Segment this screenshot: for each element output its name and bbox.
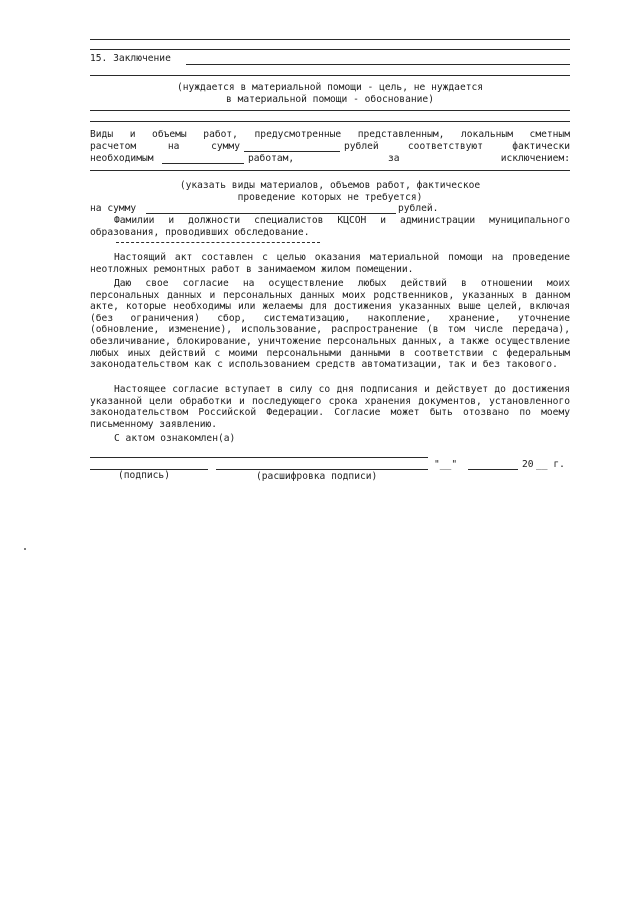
acknowledged-label: С актом ознакомлен(а) — [114, 433, 236, 444]
specialists-field-line — [116, 242, 320, 243]
blank-line — [90, 110, 570, 111]
sum-field-line — [146, 213, 396, 214]
specialists-line-1: Фамилии и должности специалистов КЦСОН и администрации муниципального — [114, 215, 570, 226]
works-line-3-works: работам, — [248, 153, 295, 164]
blank-line — [90, 75, 570, 76]
conclusion-hint-line-2: в материальной помощи - обоснование) — [226, 94, 434, 105]
works-line-1: Виды и объемы работ, предусмотренные представленным, локальным сметным — [90, 129, 570, 140]
conclusion-field-line — [186, 64, 570, 65]
blank-line — [90, 39, 570, 40]
specialists-line-2: образования, проводивших обследование. — [90, 227, 310, 238]
section-15-label: 15. Заключение — [90, 53, 171, 64]
date-month-line — [468, 469, 518, 470]
act-paragraph: Настоящий акт составлен с целью оказания материальной помощи на проведение неотложных ремонтных работ в занимаемом жилом помещении. — [90, 252, 570, 275]
validity-paragraph: Настоящее согласие вступает в силу со дня подписания и действует до достижения указанной цели обработки и последующего срока хранения документов, установленного законодательством Российской Федерации. Согласие может быть отозвано по моему письменному заявлению. — [90, 384, 570, 430]
date-quote: "__" — [434, 459, 458, 470]
signature-caption: (подпись) — [118, 470, 170, 481]
works-line-2-end: рублей соответствуют фактически — [344, 141, 570, 152]
blank-line — [90, 49, 570, 50]
works-hint-line-2: проведение которых не требуется) — [237, 192, 423, 203]
works-sum-field-line — [244, 151, 340, 152]
signature-top-line — [90, 457, 428, 458]
sum-label: на сумму — [90, 203, 137, 214]
works-line-3-for: за — [388, 153, 400, 164]
works-line-3-except: исключением: — [500, 153, 570, 164]
works-field-line — [162, 163, 244, 164]
conclusion-hint-line-1: (нуждается в материальной помощи - цель, не нуждается — [176, 82, 484, 93]
works-line-2-start: расчетом на сумму — [90, 141, 240, 152]
decode-caption: (расшифровка подписи) — [256, 471, 378, 482]
works-hint-line-1: (указать виды материалов, объемов работ, фактическое — [179, 180, 481, 191]
blank-line — [90, 121, 570, 122]
works-line-3-start: необходимым — [90, 153, 154, 164]
date-year-prefix: 20 — [522, 459, 534, 470]
date-year-suffix: __ г. — [536, 459, 565, 470]
blank-line — [90, 170, 570, 171]
consent-paragraph: Даю свое согласие на осуществление любых действий в отношении моих персональных данных и персональных данных моих родственников, указанных в данном акте, которые необходимы или желаемы для достижения указанных выше целей, включая (без ограничения) сбор, систематизацию, накопление, хранение, уточнение (обновление, изменение), использование, распространение (в том числе передача), обезличивание, блокирование, уничтожение персональных данных, а также осуществление любых иных действий с моими персональными данными в соответствии с федеральным законодательством как с использованием средств автоматизации, так и без такового. — [90, 278, 570, 371]
sum-unit: рублей. — [398, 203, 439, 214]
scan-speck — [24, 548, 26, 550]
signature-decode-line — [216, 469, 428, 470]
